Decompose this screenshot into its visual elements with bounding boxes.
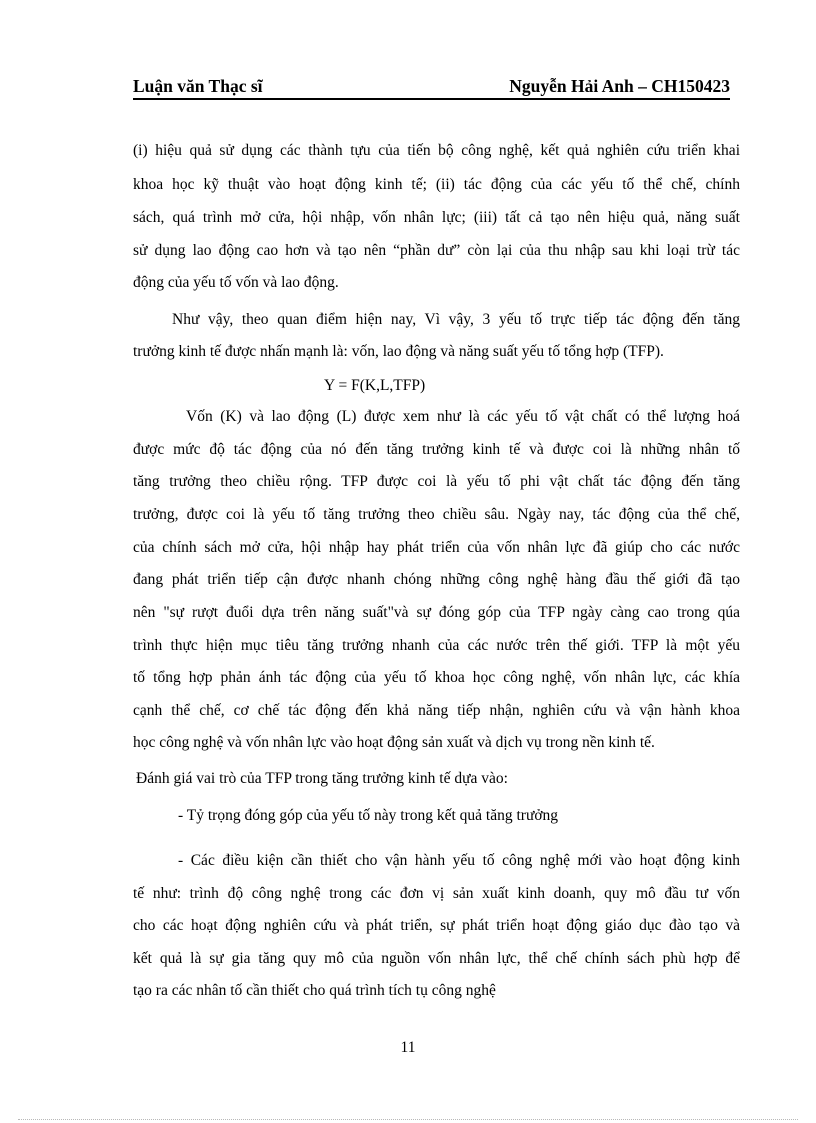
text-line: tạo ra các nhân tố cần thiết cho quá trình tích tụ công nghệ [133, 982, 496, 999]
header-author: Nguyễn Hải Anh – CH150423 [509, 76, 730, 96]
list-item: - Các điều kiện cần thiết cho vận hành yếu tố công nghệ mới vào hoạt động kinh [178, 852, 740, 869]
text-line: trưởng, được coi là yếu tố tăng trưởng theo chiều sâu. Ngày nay, tác động của thể chế, [133, 506, 740, 523]
text-line: sử dụng lao động cao hơn và tạo nên “phần dư” còn lại của thu nhập sau khi loại trừ tác [133, 242, 740, 259]
text-line: nên "sự rượt đuổi dựa trên năng suất"và sự đóng góp của TFP ngày càng cao trong qúa [133, 604, 740, 621]
text-line: đang phát triển tiếp cận được nhanh chóng những công nghệ hàng đầu thế giới đã tạo [133, 571, 740, 588]
text-line: cạnh thể chế, cơ chế tác động đến khả năng tiếp nhận, nghiên cứu và vận hành khoa [133, 702, 740, 719]
text-line: (i) hiệu quả sử dụng các thành tựu của tiến bộ công nghệ, kết quả nghiên cứu triển khai [133, 142, 740, 159]
text-line: Đánh giá vai trò của TFP trong tăng trưởng kinh tế dựa vào: [136, 770, 508, 787]
page-header [133, 74, 730, 100]
page-number: 11 [400, 1039, 416, 1056]
text-line: trưởng kinh tế được nhấn mạnh là: vốn, lao động và năng suất yếu tố tổng hợp (TFP). [133, 343, 664, 360]
text-line: tăng trưởng theo chiều rộng. TFP được coi là yếu tố phi vật chất tác động đến tăng [133, 473, 740, 490]
list-item: - Tỷ trọng đóng góp của yếu tố này trong kết quả tăng trưởng [178, 807, 559, 824]
text-line: Vốn (K) và lao động (L) được xem như là các yếu tố vật chất có thể lượng hoá [186, 408, 740, 425]
page-bottom-divider [18, 1119, 798, 1120]
header-thesis-type: Luận văn Thạc sĩ [133, 76, 263, 96]
text-line: khoa học kỹ thuật vào hoạt động kinh tế; (ii) tác động của các yếu tố thể chế, chính [133, 176, 740, 193]
text-line: sách, quá trình mở cửa, hội nhập, vốn nhân lực; (iii) tất cả tạo nên hiệu quả, năng suất [133, 209, 740, 226]
text-line: của chính sách mở cửa, hội nhập hay phát triển của vốn nhân lực đã giúp cho các nước [133, 539, 740, 556]
text-line: trình thực hiện mục tiêu tăng trưởng nhanh của các nước trên thế giới. TFP là một yếu [133, 637, 740, 654]
text-line: học công nghệ và vốn nhân lực vào hoạt động sản xuất và dịch vụ trong nền kinh tế. [133, 734, 655, 751]
text-line: kết quả là sự gia tăng quy mô của nguồn vốn nhân lực, thể chế chính sách phù hợp để [133, 950, 740, 967]
text-line: tố tổng hợp phản ánh tác động của yếu tố khoa học công nghệ, vốn nhân lực, các khía [133, 669, 740, 686]
text-line: Như vậy, theo quan điểm hiện nay, Vì vậy, 3 yếu tố trực tiếp tác động đến tăng [172, 311, 740, 328]
formula: Y = F(K,L,TFP) [324, 377, 426, 394]
text-line: được mức độ tác động của nó đến tăng trưởng kinh tế và được coi là những nhân tố [133, 441, 740, 458]
text-line: động của yếu tố vốn và lao động. [133, 274, 339, 291]
text-line: tế như: trình độ công nghệ trong các đơn vị sản xuất kinh doanh, quy mô đầu tư vốn [133, 885, 740, 902]
text-line: cho các hoạt động nghiên cứu và phát triển, sự phát triển hoạt động giáo dục đào tạo và [133, 917, 740, 934]
